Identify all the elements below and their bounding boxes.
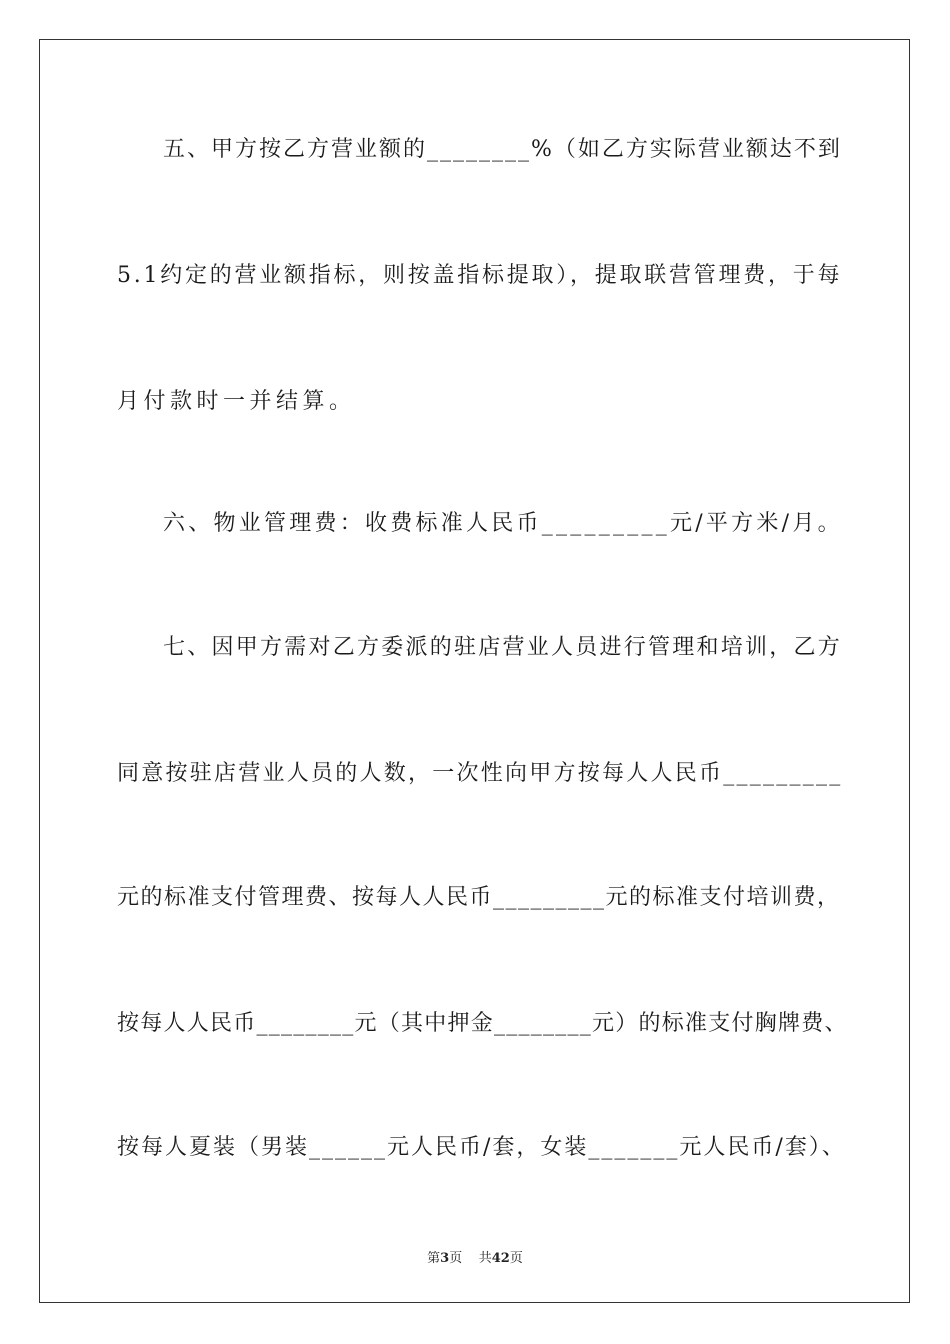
- paragraph-7-line-2: 同意按驻店营业人员的人数，一次性向甲方按每人人民币_________: [117, 761, 843, 786]
- paragraph-5-line-2: 5.1约定的营业额指标，则按盖指标提取），提取联营管理费，于每: [117, 263, 843, 288]
- footer-total-pages: 42: [491, 1251, 510, 1266]
- page-border: [39, 39, 910, 1303]
- paragraph-5-line-1: 五、甲方按乙方营业额的________%（如乙方实际营业额达不到: [163, 137, 842, 162]
- paragraph-7-line-3: 元的标准支付管理费、按每人人民币_________元的标准支付培训费，: [117, 885, 841, 910]
- paragraph-5-line-3: 月付款时一并结算。: [117, 389, 356, 414]
- footer-page-prefix: 第: [427, 1251, 441, 1266]
- paragraph-7-line-5: 按每人夏装（男装______元人民币/套，女装_______元人民币/套）、: [117, 1135, 846, 1160]
- footer-page-number: 3: [440, 1251, 450, 1266]
- footer-total-prefix: 共: [478, 1251, 492, 1266]
- paragraph-7-line-4: 按每人人民币________元（其中押金________元）的标准支付胸牌费、: [117, 1011, 848, 1036]
- paragraph-6-line-1: 六、物业管理费：收费标准人民币_________元/平方米/月。: [163, 511, 843, 536]
- footer-page-suffix: 页: [449, 1251, 463, 1266]
- footer-total-suffix: 页: [509, 1251, 523, 1266]
- paragraph-7-line-1: 七、因甲方需对乙方委派的驻店营业人员进行管理和培训，乙方: [163, 635, 843, 660]
- page-footer: [0, 1247, 950, 1266]
